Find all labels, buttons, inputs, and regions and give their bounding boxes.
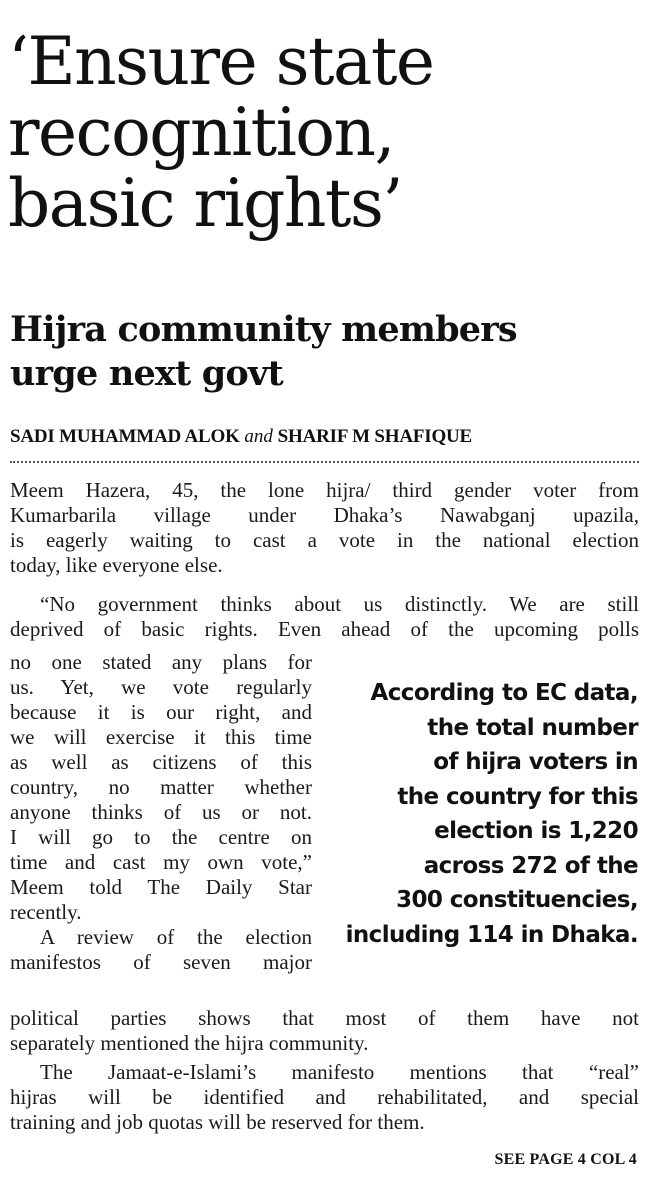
byline-author: SADI MUHAMMAD ALOK	[10, 426, 240, 447]
body-line: we will exercise it this time	[10, 725, 312, 749]
byline-author: SHARIF M SHAFIQUE	[277, 426, 473, 447]
subheadline-line: Hijra community members	[10, 309, 517, 350]
byline-conjunction: and	[244, 426, 273, 447]
headline	[8, 23, 644, 242]
body-line: A review of the election	[40, 925, 312, 949]
byline	[10, 424, 640, 450]
body-line: time and cast my own vote,”	[10, 850, 312, 874]
body-line: separately mentioned the hijra community.	[10, 1031, 369, 1055]
subheadline	[10, 308, 646, 396]
body-line: today, like everyone else.	[10, 553, 223, 577]
body-line: deprived of basic rights. Even ahead of the upcoming polls	[10, 617, 639, 641]
continued-on-page-link[interactable]: SEE PAGE 4 COL 4	[494, 1151, 637, 1168]
body-line: I will go to the centre on	[10, 825, 312, 849]
body-line: Kumarbarila village under Dhaka’s Nawabganj upazila,	[10, 503, 639, 527]
body-line: anyone thinks of us or not.	[10, 800, 312, 824]
narrow-column	[10, 650, 312, 975]
body-line: “No government thinks about us distinctly. We are still	[40, 592, 639, 616]
headline-line: ‘Ensure state	[8, 23, 434, 100]
pull-quote-line: the total number	[427, 714, 638, 741]
headline-line: recognition,	[8, 94, 395, 171]
paragraph-review-end	[10, 1006, 639, 1056]
pull-quote	[318, 676, 638, 952]
paragraph-intro	[10, 478, 639, 578]
body-line: us. Yet, we vote regularly	[10, 675, 312, 699]
body-line: because it is our right, and	[10, 700, 312, 724]
pull-quote-line: of hijra voters in	[433, 749, 638, 775]
paragraph-quote-start	[10, 592, 639, 642]
body-line: recently.	[10, 900, 82, 924]
body-line: The Jamaat-e-Islami’s manifesto mentions that “real”	[40, 1060, 639, 1084]
body-line: training and job quotas will be reserved for them.	[10, 1110, 425, 1134]
pull-quote-line: across 272 of the	[423, 852, 638, 879]
body-line: Meem told The Daily Star	[10, 875, 312, 899]
headline-line: basic rights’	[8, 165, 402, 242]
body-line: hijras will be identified and rehabilitated, and special	[10, 1085, 639, 1109]
body-line: no one stated any plans for	[10, 650, 312, 674]
body-line: country, no matter whether	[10, 775, 312, 799]
body-line: is eagerly waiting to cast a vote in the national election	[10, 528, 639, 552]
body-line: Meem Hazera, 45, the lone hijra/ third gender voter from	[10, 478, 639, 502]
paragraph-jamaat	[10, 1060, 639, 1135]
pull-quote-line: 300 constituencies,	[396, 887, 638, 913]
pull-quote-line: the country for this	[397, 783, 638, 810]
byline-divider	[10, 461, 639, 463]
pull-quote-line: including 114 in Dhaka.	[345, 921, 638, 948]
body-line: manifestos of seven major	[10, 950, 312, 974]
subheadline-line: urge next govt	[10, 353, 283, 394]
pull-quote-line: According to EC data,	[370, 680, 638, 706]
body-line: political parties shows that most of them have not	[10, 1006, 639, 1030]
pull-quote-line: election is 1,220	[434, 818, 638, 844]
body-line: as well as citizens of this	[10, 750, 312, 774]
